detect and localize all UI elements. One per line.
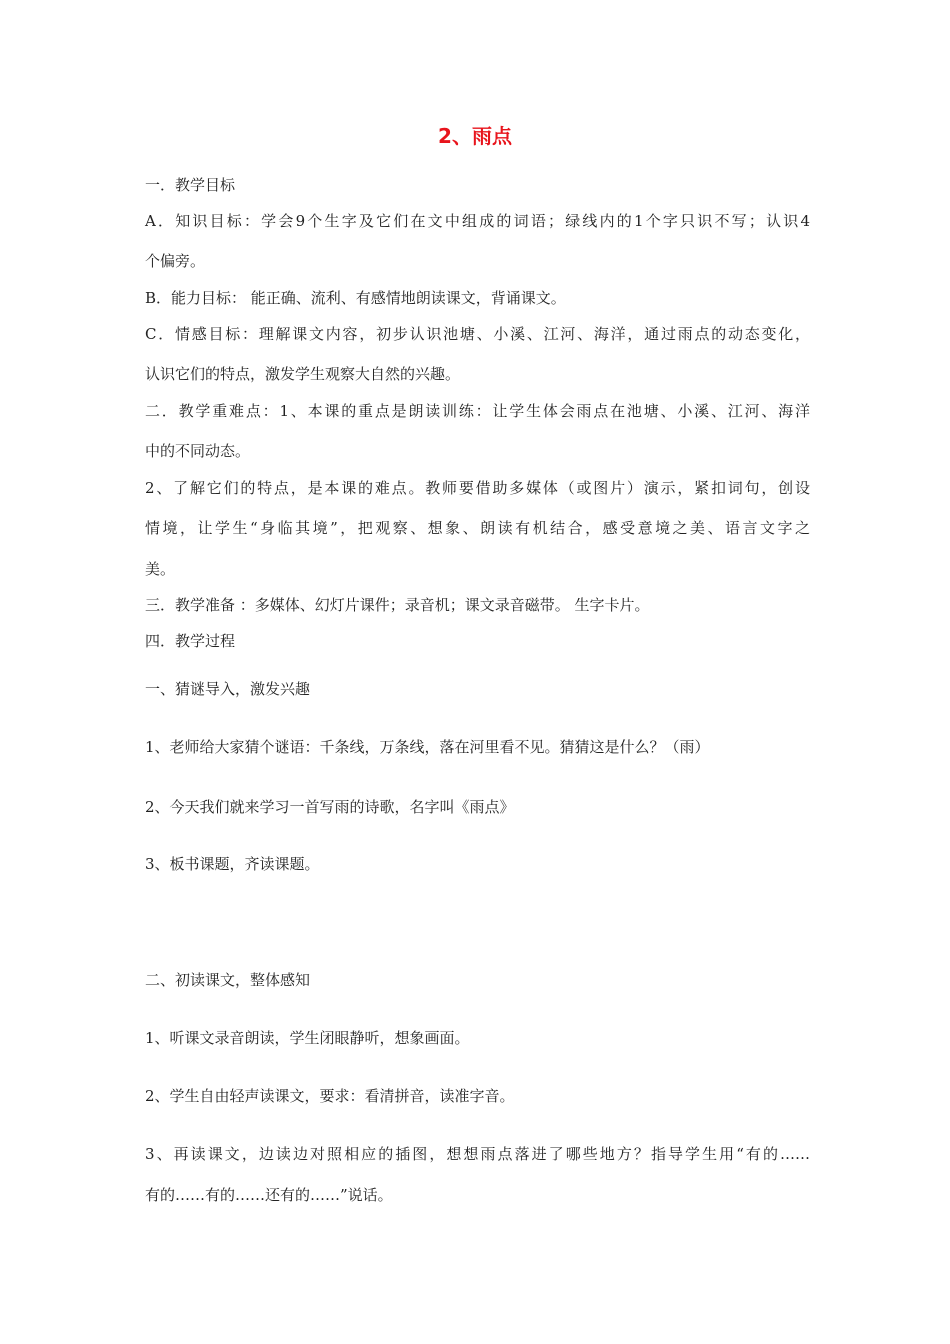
document-title: 2、雨点 [438, 124, 512, 148]
paragraph-line: 2、今天我们就来学习一首写雨的诗歌，名字叫《雨点》 [145, 798, 515, 816]
paragraph-line: 认识它们的特点，激发学生观察大自然的兴趣。 [145, 365, 461, 383]
paragraph-line: 有的……有的……还有的……”说话。 [145, 1186, 393, 1204]
paragraph-line: 3、再读课文，边读边对照相应的插图，想想雨点落进了哪些地方？指导学生用“有的…… [145, 1145, 810, 1163]
section-heading: 二、初读课文，整体感知 [145, 971, 311, 989]
paragraph-line: 1、老师给大家猜个谜语：千条线，万条线，落在河里看不见。猜猜这是什么？（雨） [145, 738, 710, 756]
paragraph-line: 中的不同动态。 [145, 442, 251, 460]
paragraph-line: A．知识目标：学会9个生字及它们在文中组成的词语；绿线内的1个字只识不写；认识4 [145, 212, 810, 230]
heading-teaching-goals: 一．教学目标 [145, 176, 236, 194]
paragraph-line: 个偏旁。 [145, 252, 206, 270]
section-heading: 一、猜谜导入，激发兴趣 [145, 680, 311, 698]
paragraph-line: B．能力目标： 能正确、流利、有感情地朗读课文，背诵课文。 [145, 289, 566, 307]
paragraph-line: 二．教学重难点：1、本课的重点是朗读训练：让学生体会雨点在池塘、小溪、江河、海洋 [145, 402, 810, 420]
paragraph-line: 2、学生自由轻声读课文，要求：看清拼音，读准字音。 [145, 1087, 515, 1105]
paragraph-line: 1、听课文录音朗读，学生闭眼静听，想象画面。 [145, 1029, 470, 1047]
paragraph-line: C．情感目标：理解课文内容，初步认识池塘、小溪、江河、海洋，通过雨点的动态变化， [145, 325, 810, 343]
paragraph-line: 3、板书课题，齐读课题。 [145, 855, 320, 873]
heading-teaching-process: 四．教学过程 [145, 632, 236, 650]
paragraph-line: 2、了解它们的特点，是本课的难点。教师要借助多媒体（或图片）演示，紧扣词句，创设 [145, 479, 810, 497]
paragraph-line: 三．教学准备 ：多媒体、幻灯片课件；录音机；课文录音磁带。 生字卡片。 [145, 596, 650, 614]
paragraph-line: 美。 [145, 560, 176, 578]
paragraph-line: 情境，让学生“身临其境”，把观察、想象、朗读有机结合，感受意境之美、语言文字之 [145, 519, 810, 537]
